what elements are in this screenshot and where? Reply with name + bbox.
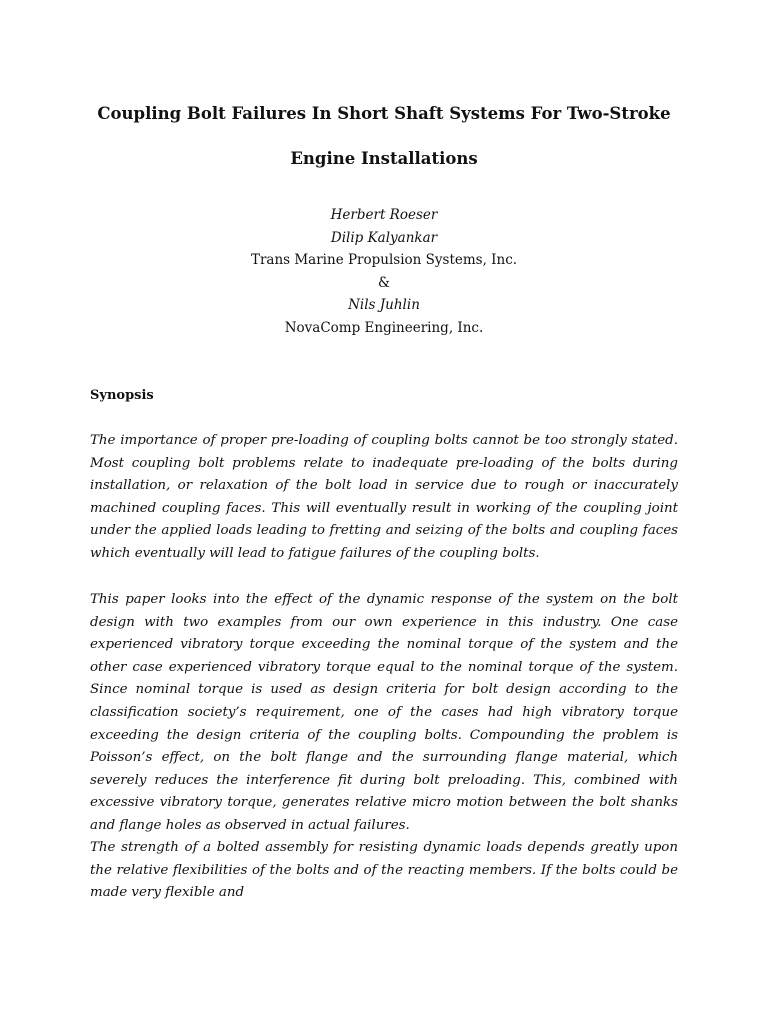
- synopsis-paragraph-2: This paper looks into the effect of the dynamic response of the system on the bolt design with two examples from our own experience in this industry. One case experienced vibratory torque exceeding the nominal torque of the system and the other case experienced vibratory torque equal to the nominal torque of the system. Since nominal torque is used as design criteria for bolt design according to the classification society’s requirement, one of the cases had high vibratory torque exceeding the design criteria of the coupling bolts. Compounding the problem is Poisson’s effect, on the bolt flange and the surrounding flange material, which severely reduces the interference fit during bolt preloading. This, combined with excessive vibratory torque, generates relative micro motion between the bolt shanks and flange holes as observed in actual failures.: [90, 592, 678, 833]
- synopsis-paragraph-1: The importance of proper pre-loading of coupling bolts cannot be too strongly stated. Most coupling bolt problems relate to inadequate pre-loading of the bolts during installation, or relaxation of the bolt load in service due to rough or inaccurately machined coupling faces. This will eventually result in working of the coupling joint under the applied loads leading to fretting and seizing of the bolts and coupling faces which eventually will lead to fatigue failures of the coupling bolts.: [90, 433, 678, 561]
- synopsis-paragraph-3: The strength of a bolted assembly for resisting dynamic loads depends greatly upon the relative flexibilities of the bolts and of the reacting members. If the bolts could be made very flexible and: [90, 840, 678, 901]
- synopsis-heading: Synopsis: [90, 388, 154, 403]
- author-nils-juhlin: Nils Juhlin: [348, 297, 420, 313]
- organization-trans-marine: Trans Marine Propulsion Systems, Inc.: [250, 252, 518, 268]
- author-herbert-roeser: Herbert Roeser: [330, 207, 438, 223]
- document-title-line-2: Engine Installations: [290, 149, 478, 168]
- organization-novacomp: NovaComp Engineering, Inc.: [284, 320, 484, 336]
- author-separator-ampersand: &: [377, 275, 391, 291]
- document-title-line-1: Coupling Bolt Failures In Short Shaft Systems For Two-Stroke: [97, 104, 671, 123]
- author-dilip-kalyankar: Dilip Kalyankar: [330, 230, 438, 246]
